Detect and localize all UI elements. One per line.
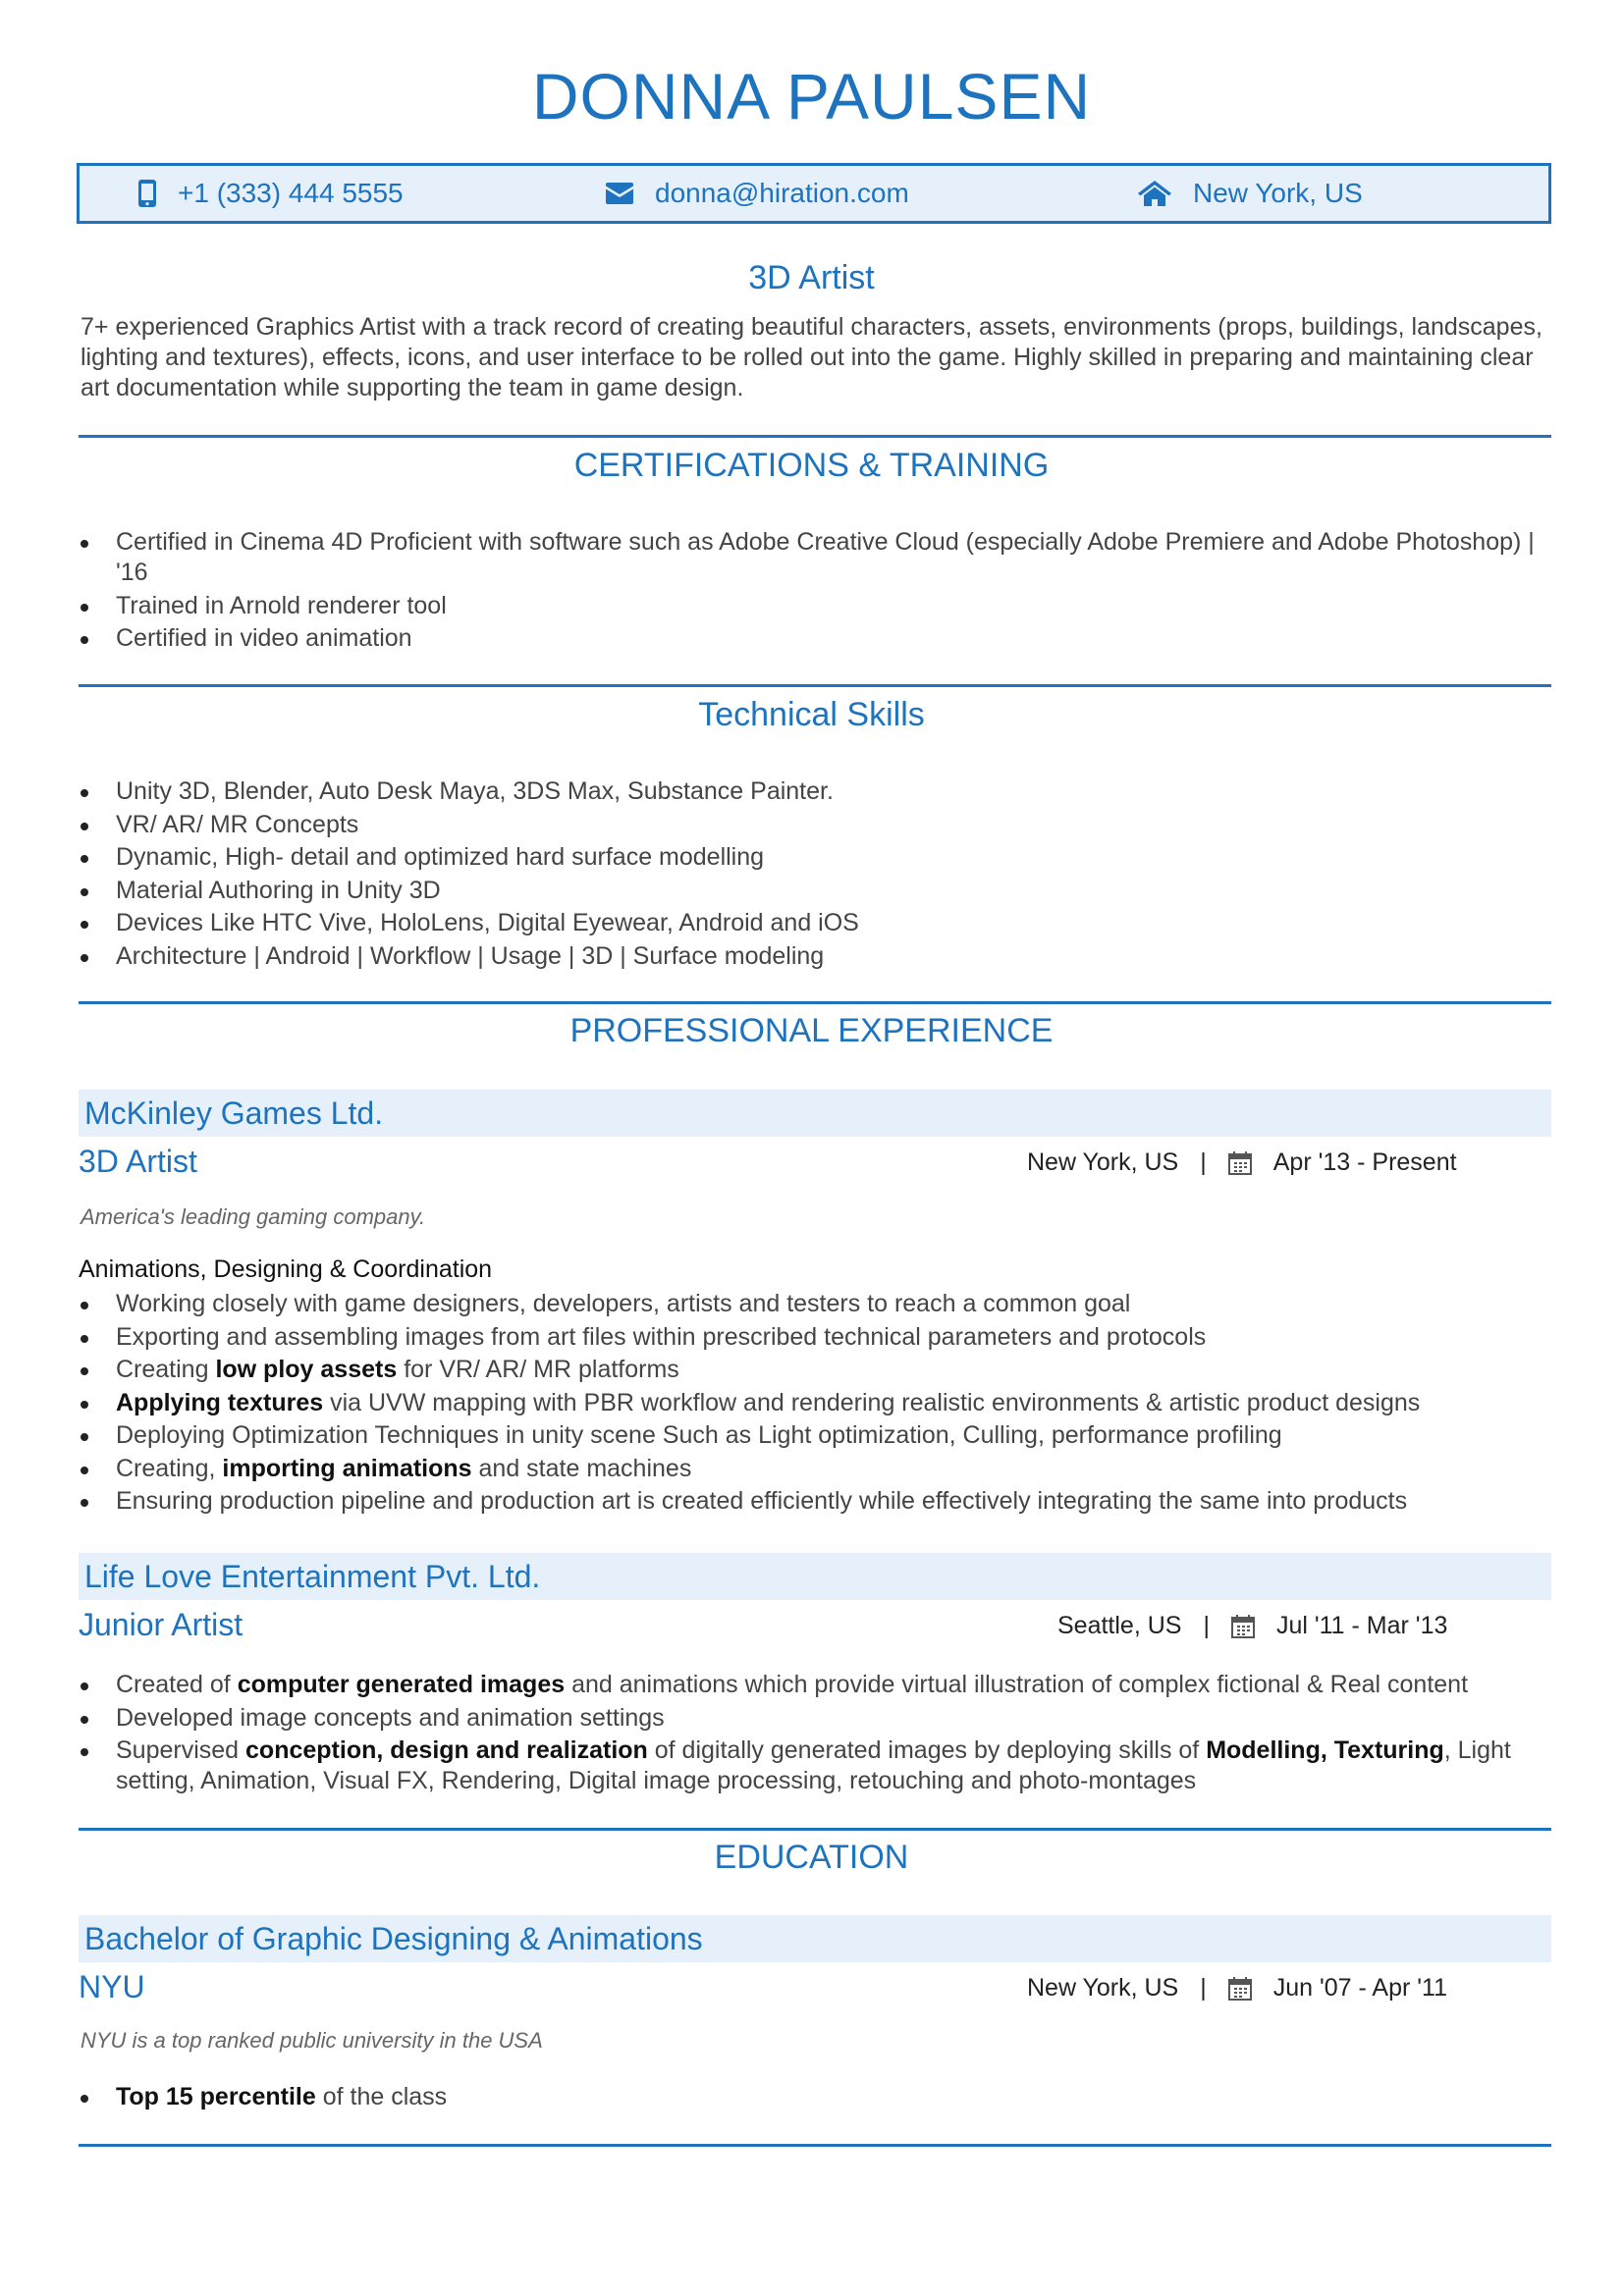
contact-location <box>1138 166 1363 221</box>
list-item <box>81 1322 1553 1353</box>
bold-phrase: importing animations <box>222 1454 472 1482</box>
job-bullets <box>81 1289 1553 1520</box>
company-name: Life Love Entertainment Pvt. Ltd. <box>84 1559 541 1594</box>
company-name: McKinley Games Ltd. <box>84 1095 384 1131</box>
calendar-icon <box>1228 1977 1252 2001</box>
job-bullets <box>81 1670 1553 1799</box>
section-divider <box>79 2144 1551 2147</box>
calendar-icon <box>1231 1615 1255 1638</box>
text-segment: , Light setting, Animation, Visual FX, Rendering, Digital image processing, retouching and photo-montages <box>116 1736 1511 1794</box>
company-band <box>79 1090 1551 1137</box>
text-segment: Creating, <box>116 1454 223 1482</box>
text-segment: Exporting and assembling images from art files within prescribed technical parameters and protocols <box>116 1322 1207 1351</box>
job-meta <box>1027 1148 1457 1177</box>
section-divider <box>79 435 1551 438</box>
list-item: Unity 3D, Blender, Auto Desk Maya, 3DS Max, Substance Painter. <box>81 776 1553 807</box>
list-item: Architecture | Android | Workflow | Usage | 3D | Surface modeling <box>81 941 1553 972</box>
certifications-title: CERTIFICATIONS & TRAINING <box>573 447 1050 484</box>
home-icon <box>1138 181 1171 206</box>
list-item: VR/ AR/ MR Concepts <box>81 810 1553 840</box>
text-segment: Ensuring production pipeline and production art is created efficiently while effectively integrating the same into products <box>116 1487 1408 1515</box>
job-dates: Apr '13 - Present <box>1272 1148 1457 1176</box>
list-item: Certified in Cinema 4D Proficient with software such as Adobe Creative Cloud (especially Adobe Premiere and Adobe Photoshop) | '16 <box>81 527 1553 588</box>
bold-phrase: low ploy assets <box>215 1356 398 1383</box>
skills-title: Technical Skills <box>698 696 925 733</box>
list-item <box>81 1670 1553 1700</box>
bold-phrase: conception, design and realization <box>245 1736 648 1764</box>
list-item: Certified in video animation <box>81 623 1553 654</box>
text-segment: Developed image concepts and animation settings <box>116 1703 665 1732</box>
bold-phrase: Top 15 percentile <box>116 2083 316 2110</box>
phone-text: +1 (333) 444 5555 <box>178 178 404 208</box>
text-segment: of the class <box>315 2083 448 2110</box>
text-segment: via UVW mapping with PBR workflow and rendering realistic environments & artistic product designs <box>323 1388 1421 1416</box>
list-item <box>81 1703 1553 1734</box>
meta-separator: | <box>1203 1612 1210 1639</box>
degree-name: Bachelor of Graphic Designing & Animations <box>84 1921 703 1956</box>
text-segment: for VR/ AR/ MR platforms <box>397 1356 679 1383</box>
text-segment: of digitally generated images by deploying skills of <box>647 1736 1207 1764</box>
school-location: New York, US <box>1027 1974 1179 2002</box>
text-segment: Creating <box>116 1356 216 1383</box>
list-item: Dynamic, High- detail and optimized hard surface modelling <box>81 842 1553 873</box>
list-item <box>81 2082 1553 2112</box>
list-item: Trained in Arnold renderer tool <box>81 591 1553 621</box>
summary-paragraph: 7+ experienced Graphics Artist with a track record of creating beautiful characters, assets, environments (props, buildings, landscapes, lighting and textures), effects, icons, and user interface to be rolled out into the game. Highly skilled in preparing and maintaining clear art documentation while supporting the team in game design. <box>81 313 1542 401</box>
text-segment: Deploying Optimization Techniques in unity scene Such as Light optimization, Culling, performance profiling <box>116 1421 1282 1449</box>
list-item <box>81 1289 1553 1319</box>
list-item <box>81 1388 1553 1418</box>
location-text: New York, US <box>1193 178 1363 208</box>
text-segment: Working closely with game designers, developers, artists and testers to reach a common goal <box>116 1290 1131 1317</box>
bold-phrase: Modelling, Texturing <box>1206 1736 1444 1764</box>
company-description: America's leading gaming company. <box>81 1204 426 1229</box>
job-role: 3D Artist <box>79 1144 197 1179</box>
email-text: donna@hiration.com <box>655 178 909 208</box>
contact-bar <box>77 163 1551 224</box>
degree-band <box>79 1915 1551 1962</box>
list-item: Devices Like HTC Vive, HoloLens, Digital Eyewear, Android and iOS <box>81 908 1553 938</box>
section-divider <box>79 1828 1551 1831</box>
list-item <box>81 1355 1553 1385</box>
job-role: Junior Artist <box>79 1607 243 1642</box>
professional-headline: 3D Artist <box>748 259 875 296</box>
school-name: NYU <box>79 1969 145 2004</box>
contact-phone <box>138 166 404 221</box>
text-segment: Created of <box>116 1671 238 1698</box>
mobile-phone-icon <box>138 180 156 207</box>
candidate-name: DONNA PAULSEN <box>531 60 1092 133</box>
skills-list <box>81 776 1553 974</box>
text-segment: and animations which provide virtual illustration of complex fictional & Real content <box>565 1671 1469 1698</box>
job-dates: Jul '11 - Mar '13 <box>1275 1612 1448 1639</box>
school-description: NYU is a top ranked public university in the USA <box>81 2028 543 2053</box>
meta-separator: | <box>1200 1974 1207 2002</box>
education-title: EDUCATION <box>714 1839 909 1876</box>
list-item: Material Authoring in Unity 3D <box>81 876 1553 906</box>
job-location: New York, US <box>1027 1148 1179 1176</box>
education-dates: Jun '07 - Apr '11 <box>1272 1974 1447 2002</box>
bold-phrase: Applying textures <box>116 1388 324 1416</box>
job-location: Seattle, US <box>1057 1612 1182 1639</box>
bold-phrase: computer generated images <box>237 1671 566 1698</box>
education-bullets <box>81 2082 1553 2115</box>
envelope-icon <box>606 183 633 204</box>
meta-separator: | <box>1200 1148 1207 1176</box>
list-item <box>81 1454 1553 1484</box>
text-segment: Supervised <box>116 1736 246 1764</box>
experience-title: PROFESSIONAL EXPERIENCE <box>569 1012 1054 1049</box>
job-meta <box>1057 1612 1447 1640</box>
company-band <box>79 1553 1551 1600</box>
list-item <box>81 1420 1553 1451</box>
education-meta <box>1027 1974 1447 2002</box>
text-segment: and state machines <box>471 1454 692 1482</box>
contact-email <box>606 166 909 221</box>
calendar-icon <box>1228 1151 1252 1175</box>
certifications-list <box>81 527 1553 657</box>
job-subheading: Animations, Designing & Coordination <box>79 1255 493 1283</box>
section-divider <box>79 1001 1551 1004</box>
list-item <box>81 1486 1553 1517</box>
list-item <box>81 1735 1553 1796</box>
section-divider <box>79 684 1551 687</box>
